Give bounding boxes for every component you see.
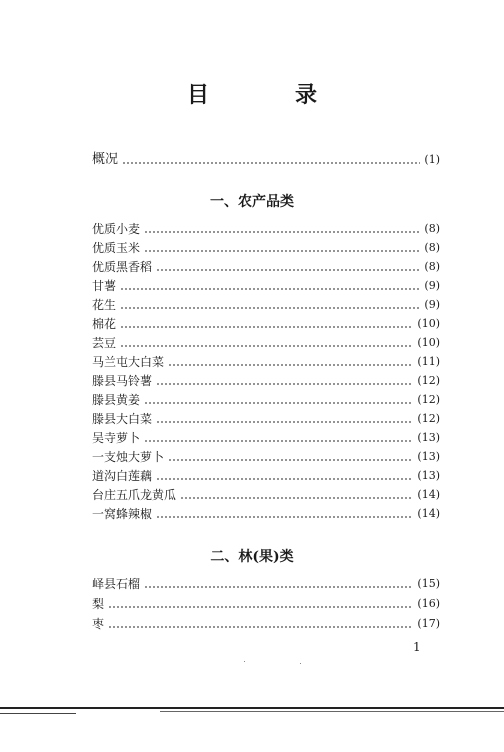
toc-entry-page: (14)	[417, 488, 440, 501]
scan-speck	[244, 661, 245, 662]
toc-entry-page: (12)	[417, 393, 440, 406]
page-title: 目 录	[186, 83, 349, 108]
toc-entry	[92, 353, 440, 371]
toc-entry-label: 优质黑香稻	[92, 260, 153, 274]
toc-entry-page: (8)	[424, 241, 440, 254]
dot-leader	[144, 586, 413, 588]
dot-leader	[144, 440, 413, 442]
toc-entry-overview	[92, 151, 440, 169]
dot-leader	[144, 231, 420, 233]
toc-entry-label: 滕县黄姜	[92, 393, 141, 407]
dot-leader	[156, 516, 413, 518]
toc-entry	[92, 575, 440, 593]
toc-entry-label: 台庄五爪龙黄瓜	[92, 488, 177, 502]
toc-entry	[92, 410, 440, 428]
toc-entry-label: 滕县大白菜	[92, 412, 153, 426]
toc-entry	[92, 505, 440, 523]
dot-leader	[156, 421, 413, 423]
dot-leader	[120, 307, 420, 309]
toc-entry-page: (9)	[424, 279, 440, 292]
toc-entry-label: 棉花	[92, 317, 117, 331]
toc-entry-page: (1)	[424, 153, 440, 166]
scan-speck	[300, 663, 301, 664]
toc-entry-label: 优质玉米	[92, 241, 141, 255]
page-edge-rule	[160, 711, 504, 712]
dot-leader	[108, 626, 413, 628]
toc-entry-page: (10)	[417, 317, 440, 330]
dot-leader	[156, 269, 420, 271]
toc-entry-label: 枣	[92, 617, 105, 631]
toc-entry	[92, 467, 440, 485]
toc-entry-label: 甘薯	[92, 279, 117, 293]
toc-entry-label: 优质小麦	[92, 222, 141, 236]
toc-entry-page: (13)	[417, 431, 440, 444]
dot-leader	[156, 478, 413, 480]
toc-entry-label: 一窝蜂辣椒	[92, 507, 153, 521]
toc-entry-page: (13)	[417, 469, 440, 482]
section-heading-agriculture: 一、农产品类	[210, 194, 294, 210]
dot-leader	[168, 459, 413, 461]
dot-leader	[144, 250, 420, 252]
dot-leader	[156, 383, 413, 385]
toc-entry-label: 滕县马铃薯	[92, 374, 153, 388]
toc-entry	[92, 486, 440, 504]
toc-entry-label: 峄县石榴	[92, 577, 141, 591]
toc-entry-page: (11)	[417, 355, 440, 368]
toc-entry-page: (14)	[417, 507, 440, 520]
toc-entry-page: (8)	[424, 260, 440, 273]
toc-entry	[92, 391, 440, 409]
dot-leader	[168, 364, 413, 366]
dot-leader	[120, 288, 420, 290]
toc-entry	[92, 429, 440, 447]
toc-entry-page: (9)	[424, 298, 440, 311]
toc-entry-label: 梨	[92, 597, 105, 611]
toc-entry	[92, 296, 440, 314]
toc-entry-page: (12)	[417, 374, 440, 387]
toc-entry-label: 马兰屯大白菜	[92, 355, 165, 369]
dot-leader	[122, 162, 420, 164]
toc-entry-label: 花生	[92, 298, 117, 312]
toc-entry-label: 吴寺萝卜	[92, 431, 141, 445]
dot-leader	[120, 326, 413, 328]
toc-entry-page: (13)	[417, 450, 440, 463]
toc-entry	[92, 258, 440, 276]
dot-leader	[180, 497, 413, 499]
toc-entry-label: 道沟白莲藕	[92, 469, 153, 483]
toc-entry	[92, 220, 440, 238]
toc-entry-label: 概况	[92, 152, 119, 167]
toc-entry	[92, 239, 440, 257]
toc-entry-page: (17)	[417, 617, 440, 630]
toc-entry-page: (12)	[417, 412, 440, 425]
toc-entry	[92, 448, 440, 466]
toc-entry-page: (16)	[417, 597, 440, 610]
toc-entry-page: (10)	[417, 336, 440, 349]
section-heading-forestry: 二、林(果)类	[210, 549, 294, 565]
page-edge-rule	[0, 713, 76, 714]
dot-leader	[120, 345, 413, 347]
toc-entry-label: 芸豆	[92, 336, 117, 350]
toc-entry	[92, 595, 440, 613]
toc-entry	[92, 277, 440, 295]
toc-entry	[92, 372, 440, 390]
toc-entry	[92, 615, 440, 633]
toc-entry	[92, 334, 440, 352]
toc-entry-label: 一支烛大萝卜	[92, 450, 165, 464]
page-number: 1	[413, 640, 421, 654]
toc-entry-page: (15)	[417, 577, 440, 590]
toc-entry	[92, 315, 440, 333]
page-edge-rule	[0, 707, 504, 709]
dot-leader	[144, 402, 413, 404]
toc-entry-page: (8)	[424, 222, 440, 235]
dot-leader	[108, 606, 413, 608]
